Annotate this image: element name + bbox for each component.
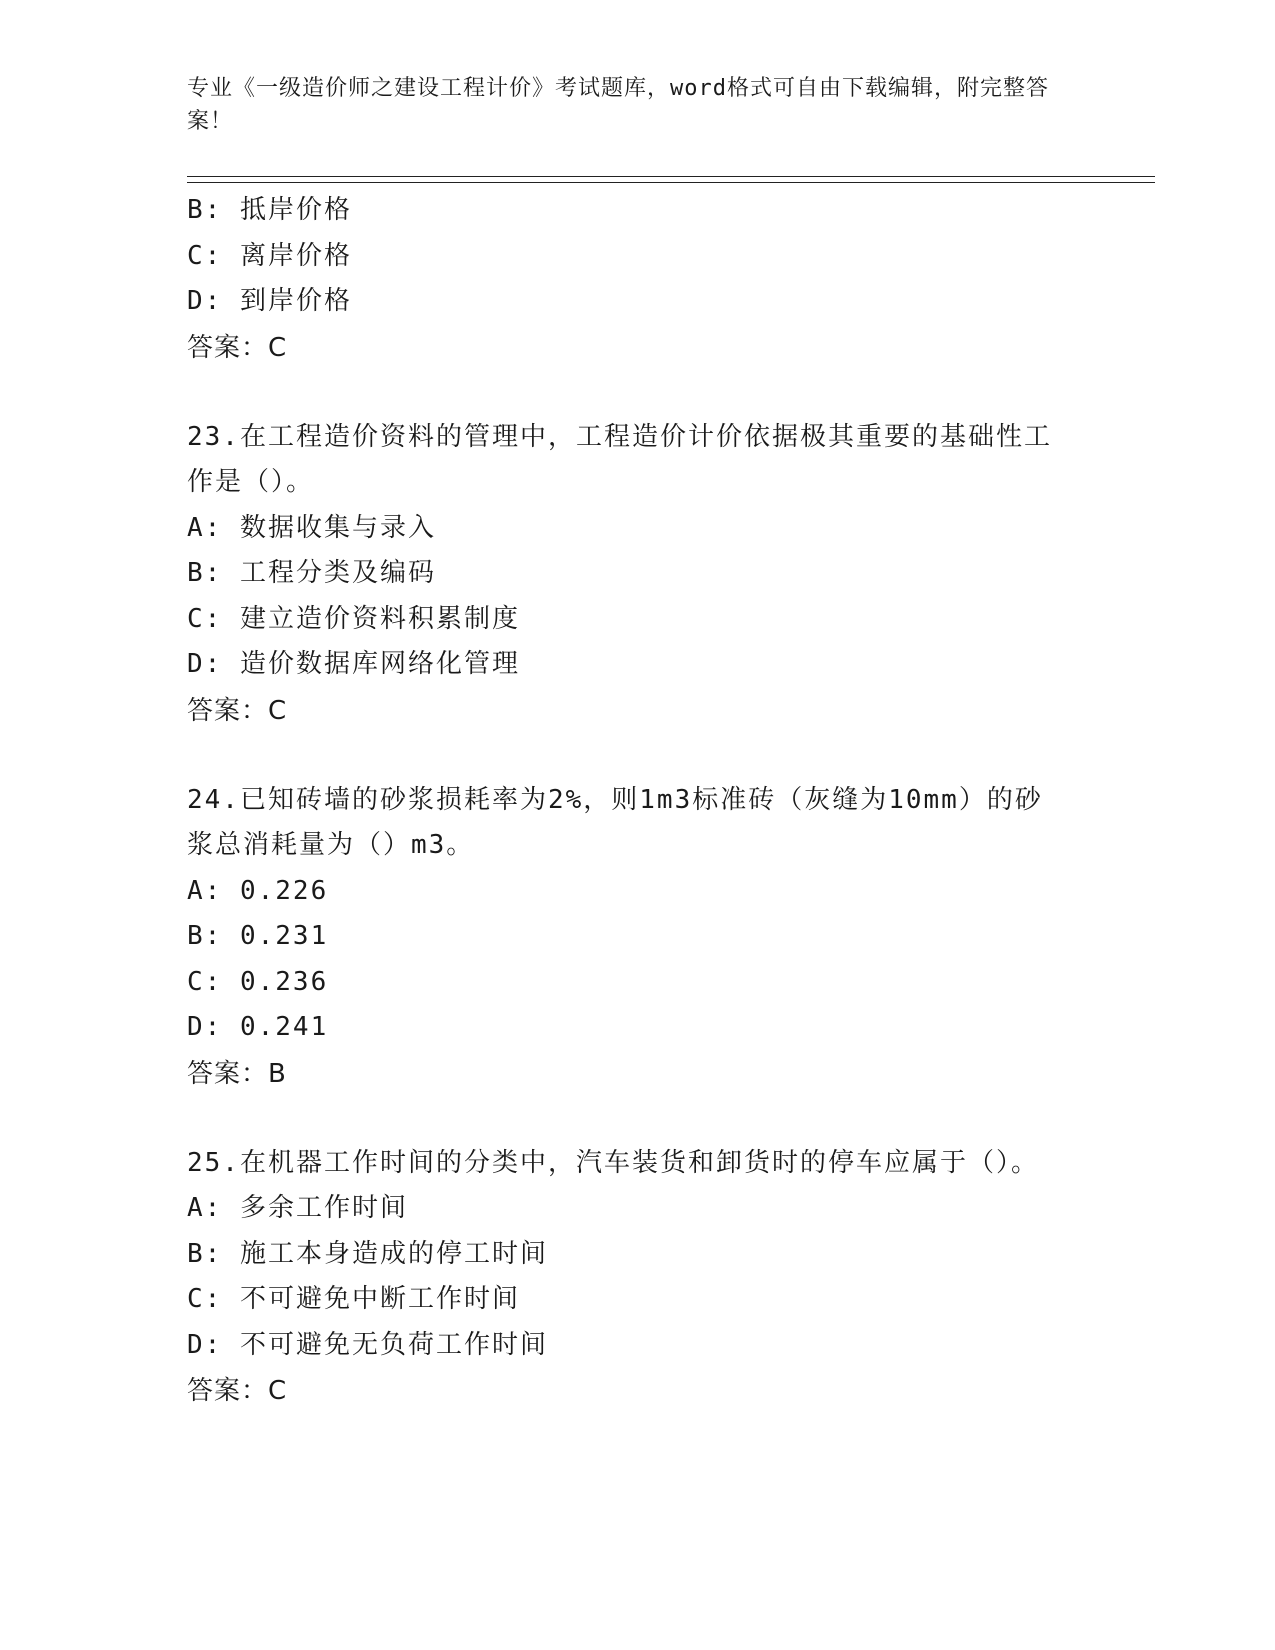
option-d: D: 0.241	[187, 1012, 329, 1042]
question-stem-line: 25.在机器工作时间的分类中，汽车装货和卸货时的停车应属于（）。	[187, 1147, 1039, 1178]
question-content	[187, 188, 1087, 1414]
header-divider-bottom	[187, 182, 1155, 183]
option-c: C: 0.236	[187, 966, 329, 997]
answer: 答案：C	[187, 1376, 288, 1406]
question-23	[187, 415, 1087, 734]
question-22-continued	[187, 188, 1087, 371]
spacer	[187, 1097, 1087, 1141]
spacer	[187, 734, 1087, 778]
option-b: B: 工程分类及编码	[187, 558, 436, 588]
page-header: 专业《一级造价师之建设工程计价》考试题库，word格式可自由下载编辑，附完整答案！	[187, 76, 1049, 134]
answer: 答案：C	[187, 332, 288, 363]
option-c: C: 离岸价格	[187, 240, 352, 271]
option-b: B: 抵岸价格	[187, 195, 352, 225]
option-d: D: 造价数据库网络化管理	[187, 649, 520, 679]
answer: 答案：B	[187, 1058, 287, 1089]
option-c: C: 不可避免中断工作时间	[187, 1284, 520, 1314]
option-a: A: 数据收集与录入	[187, 512, 436, 543]
spacer	[187, 371, 1087, 415]
option-a: A: 多余工作时间	[187, 1193, 408, 1223]
option-b: B: 0.231	[187, 921, 329, 951]
question-stem-line: 浆总消耗量为（）m3。	[187, 830, 475, 860]
answer: 答案：C	[187, 695, 288, 726]
header-divider-top	[187, 176, 1155, 177]
option-d: D: 到岸价格	[187, 286, 352, 316]
question-24	[187, 778, 1087, 1097]
option-d: D: 不可避免无负荷工作时间	[187, 1329, 548, 1360]
question-25	[187, 1141, 1087, 1415]
question-stem-line: 23.在工程造价资料的管理中，工程造价计价依据极其重要的基础性工	[187, 421, 1052, 452]
question-stem-line: 作是（）。	[187, 467, 315, 497]
option-b: B: 施工本身造成的停工时间	[187, 1238, 548, 1269]
option-a: A: 0.226	[187, 875, 329, 906]
question-stem-line: 24.已知砖墙的砂浆损耗率为2%，则1m3标准砖（灰缝为10mm）的砂	[187, 784, 1043, 815]
option-c: C: 建立造价资料积累制度	[187, 603, 520, 634]
